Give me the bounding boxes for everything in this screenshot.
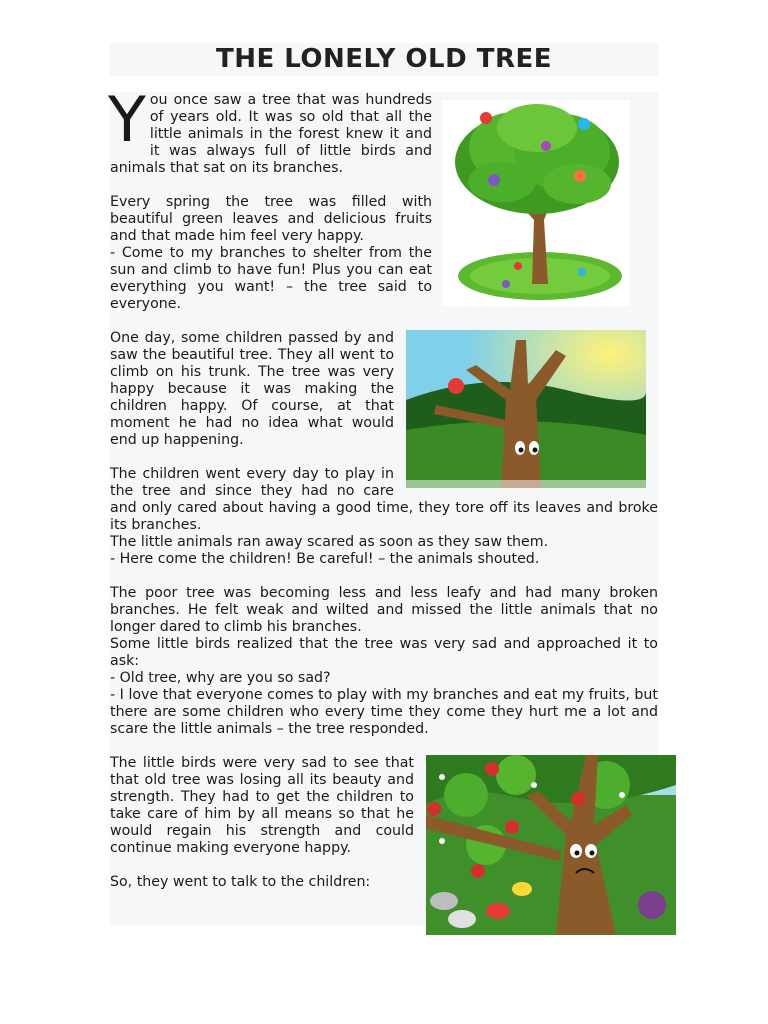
paragraph-11: - I love that everyone comes to play with my branches and eat my fruits, but there are some children who every time they come they hurt me a lot and scare the little animals – the tree responded. [110,687,658,737]
paragraph-3: - Come to my branches to shelter from the sun and climb to have fun! Plus you can eat everything you want! – the tree said to everyone. [110,245,432,312]
story-body [108,83,658,926]
page-title: THE LONELY OLD TREE [215,44,553,74]
happy-tree-with-birds-illustration [442,100,630,306]
paragraph-2: Every spring the tree was filled with beautiful green leaves and delicious fruits and that made him feel very happy. [110,194,432,244]
paragraph-7: - Here come the children! Be careful! – the animals shouted. [110,551,540,567]
paragraph-9: Some little birds realized that the tree was very sad and approached it to ask: [110,636,658,669]
paragraph-6: The little animals ran away scared as soon as they saw them. [110,534,549,550]
sad-tree-with-apples-illustration [426,755,676,935]
paragraph-13: So, they went to talk to the children: [110,874,371,890]
tree-with-face-illustration [406,330,646,488]
paragraph-5: The children went every day to play in the tree and since they had no care and only cared about having a good time, they tore off its leaves and broke its branches. [110,466,658,533]
paragraph-10: - Old tree, why are you so sad? [110,670,331,686]
title-bar [110,43,658,76]
paragraph-8: The poor tree was becoming less and less leafy and had many broken branches. He felt weak and wilted and missed the little animals that no longer dared to climb his branches. [110,585,658,635]
paragraph-12: The little birds were very sad to see that that old tree was losing all its beauty and strength. They had to get the children to take care of him by all means so that he would regain his strength and could continue making everyone happy. [110,755,414,856]
paragraph-4: One day, some children passed by and saw the beautiful tree. They all went to climb on his trunk. The tree was very happy because it was making the children happy. Of course, at that moment he had no idea what would end up happening. [110,330,394,448]
drop-cap: Y [108,83,146,156]
paragraph-1-text: ou once saw a tree that was hundreds of years old. It was so old that all the little animals in the forest knew it and it was always full of little birds and animals that sat on its branches. [110,92,432,176]
